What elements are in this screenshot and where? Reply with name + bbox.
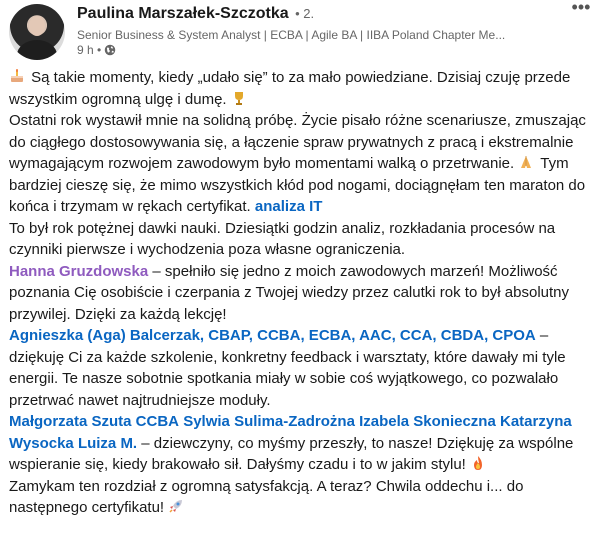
rocket-icon: [168, 498, 184, 514]
paragraph-6-text: – dziewczyny, co myśmy przeszły, to nasze! Dziękuję za wspólne wspieranie się, kiedy brakowało sił. Dałyśmy czadu i to w jakim stylu!: [9, 434, 574, 473]
author-name-line: [77, 5, 314, 25]
paragraph-2-text: Ostatni rok wystawił mnie na solidną próbę. Życie pisało różne scenariusze, zmuszając do ciągłego dostosowywania się, a łączenie spraw prywatnych z pracą i ekstremalnie wymagającym rozwojem zawodowym było momentami walką o przetrwanie.: [9, 112, 586, 172]
mention-izabela-skonieczna[interactable]: Izabela Skonieczna: [359, 413, 496, 430]
post-body: [9, 67, 595, 519]
paragraph-7-text: Zamykam ten rozdział z ogromną satysfakcją. A teraz? Chwila oddechu i... do następnego certyfikatu!: [9, 477, 524, 516]
author-name[interactable]: Paulina Marszałek-Szczotka: [77, 5, 289, 22]
hashtag-analiza-it[interactable]: analiza IT: [254, 198, 323, 215]
paragraph-5: [9, 325, 595, 411]
paragraph-6: [9, 411, 595, 476]
avatar-face: [29, 16, 45, 36]
paragraph-3: [9, 218, 595, 261]
post-time: 9 h •: [77, 43, 102, 57]
mention-hanna-gruzdowska[interactable]: Hanna Gruzdowska: [9, 262, 149, 280]
avatar-shoulders: [17, 40, 57, 60]
post-header: [0, 0, 603, 60]
trophy-icon: [231, 90, 247, 106]
paragraph-3-text: To był rok potężnej dawki nauki. Dziesiątki godzin analiz, rozkładania procesów na czynniki pierwsze i wychodzenia poza własne ograniczenia.: [9, 219, 556, 258]
paragraph-4: [9, 261, 595, 326]
connection-degree: • 2.: [295, 6, 315, 21]
birthday-cake-icon: [9, 68, 25, 84]
fire-icon: [470, 455, 486, 471]
folded-hands-icon: [518, 154, 534, 170]
mention-luiza-m[interactable]: Luiza M.: [77, 434, 138, 452]
mention-katarzyna-wysocka[interactable]: Katarzyna Wysocka: [9, 413, 572, 452]
paragraph-7: [9, 476, 595, 519]
mention-sylwia-sulima-zadrozna[interactable]: Sylwia Sulima-Zadrożna: [183, 413, 355, 430]
post-meta: [77, 43, 116, 57]
mention-agnieszka-balcerzak[interactable]: Agnieszka (Aga) Balcerzak, CBAP, CCBA, ECBA, AAC, CCA, CBDA, CPOA: [9, 327, 536, 344]
paragraph-2: [9, 110, 595, 218]
author-avatar[interactable]: [9, 4, 65, 60]
mention-malgorzata-szuta[interactable]: Małgorzata Szuta CCBA: [9, 413, 180, 430]
paragraph-1-text: Są takie momenty, kiedy „udało się” to za mało powiedziane. Dzisiaj czuję przede wszystkim ogromną ulgę i dumę.: [9, 69, 571, 108]
paragraph-4-text: – spełniło się jedno z moich zawodowych marzeń! Możliwość poznania Cię osobiście i czerpania z Twojej wiedzy przez calutki rok to był absolutny przywilej. Dzięki za każdą lekcję!: [9, 262, 570, 323]
globe-icon: [104, 44, 116, 56]
author-headline: Senior Business & System Analyst | ECBA | Agile BA | IIBA Poland Chapter Me...: [77, 28, 506, 42]
paragraph-1: [9, 67, 595, 110]
paragraph-2-text-b: Tym bardziej cieszę się, że mimo wszystkich kłód pod nogami, dociągnęłam ten maraton do końca i trzymam w rękach certyfikat.: [9, 155, 586, 215]
more-options-icon[interactable]: •••: [571, 0, 591, 17]
paragraph-5-text: – dziękuję Ci za każde szkolenie, konkretny feedback i warsztaty, które dawały mi tyle energii. Te nasze sobotnie spotkania miały w sobie coś wyjątkowego, co pozwalało przetrwać nawet najtrudniejsze moduły.: [9, 327, 566, 409]
